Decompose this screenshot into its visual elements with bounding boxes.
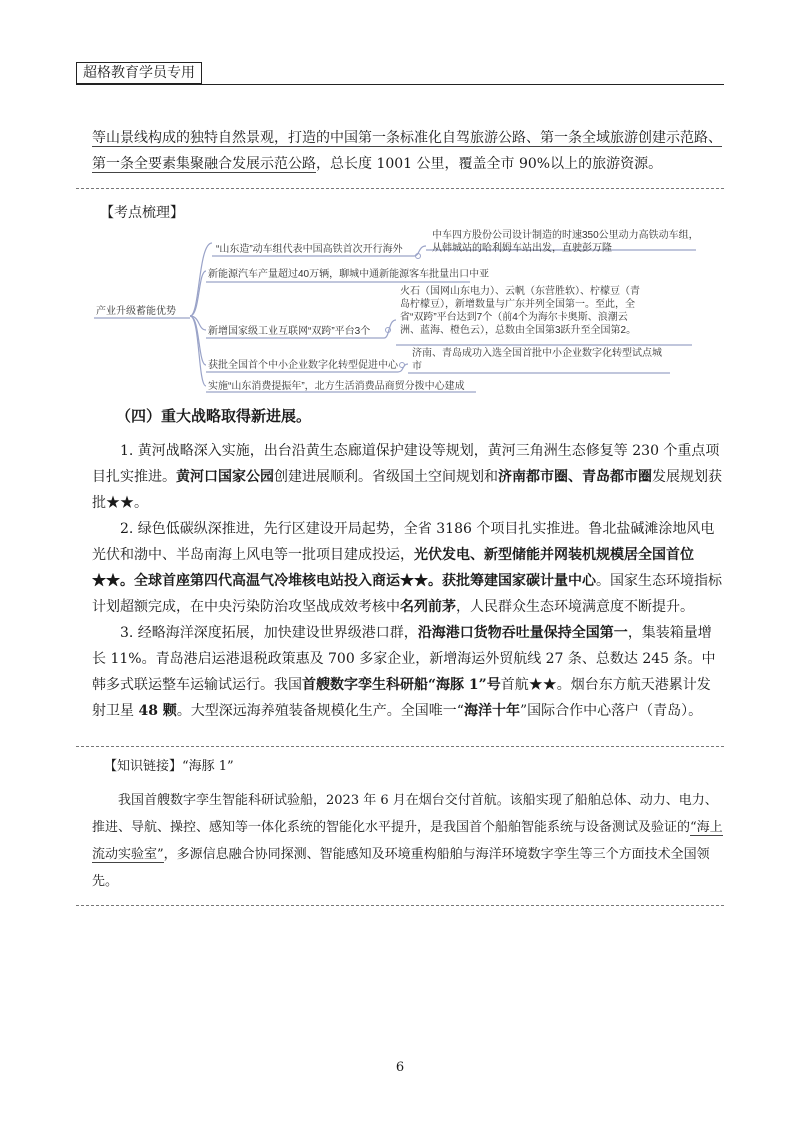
paragraph-2: 2. 绿色低碳纵深推进，先行区建设开局起势，全省 3186 个项目扎实推进。鲁北盐碱滩涂地风电光伏和渤中、半岛南海上风电等一批项目建成投运，光伏发电、新型储能并网装机规模居全国首位★★。全球首座第四代高温气冷堆核电站投入商运★★。获批筹建国家碳计量中心。国家生态环境指标计划超额完成，在中央污染防治攻坚战成效考核中名列前茅，人民群众生态环境满意度不断提升。 (92, 521, 722, 615)
paragraph-1: 1. 黄河战略深入实施，出台沿黄生态廊道保护建设等规划，黄河三角洲生态修复等 230 个重点项目扎实推进。黄河口国家公园创建进展顺利。省级国土空间规划和济南都市圈、青岛都市圈发展规划获批★★。 (92, 443, 722, 511)
mm-b1-detail-1: 中车四方股份公司设计制造的时速350公里动力高铁动车组， (432, 230, 699, 241)
dashed-divider (76, 905, 724, 906)
intro-underlined: 等山景线构成的独特自然景观，打造的中国第一条标准化自驾旅游公路、第一条全域旅游创建示范路、第一条全要素集聚融合发展示范公路 (92, 130, 722, 172)
mm-branch-2: 新能源汽车产量超过40万辆，聊城中通新能源客车批量出口中亚 (208, 269, 490, 280)
section-heading: （四）重大战略取得新进展。 (116, 407, 312, 425)
mm-root: 产业升级蓄能优势 (96, 306, 176, 317)
mindmap (0, 0, 800, 400)
knowledge-body: 我国首艘数字孪生智能科研试验船，2023 年 6 月在烟台交付首航。该船实现了船舶总体、动力、电力、推进、导航、操控、感知等一体化系统的智能化水平提升，是我国首个船舶智能系统与设备测试及验证的“海上流动实验室”，多源信息融合协同探测、智能感知及环境重构船舶与海洋环境数字孪生等三个方面技术全国领先。 (92, 793, 723, 889)
mm-branch-3: 新增国家级工业互联网“双跨”平台3个 (208, 326, 371, 337)
mm-b3-detail-2: 岛柠檬豆），新增数量与广东并列全国第一。至此，全 (400, 299, 635, 310)
mm-b4-detail-1: 济南、青岛成功入选全国首批中小企业数字化转型试点城 (412, 348, 662, 359)
mm-link-5 (190, 316, 206, 386)
mm-branch-1: “山东造”动车组代表中国高铁首次开行海外 (216, 244, 403, 255)
mm-branch-4: 获批全国首个中小企业数字化转型促进中心 (208, 360, 398, 371)
header-tag: 超格教育学员专用 (76, 62, 202, 84)
knowledge-heading: 【知识链接】“海豚 1” (104, 759, 234, 774)
mm-b4-detail-2: 市 (412, 361, 422, 372)
intro-tail: ，总长度 1001 公里，覆盖全市 90%以上的旅游资源。 (316, 156, 663, 172)
section-label: 【考点梳理】 (100, 204, 184, 220)
paragraph-3: 3. 经略海洋深度拓展，加快建设世界级港口群，沿海港口货物吞吐量保持全国第一，集装箱量增长 11%。青岛港启运港退税政策惠及 700 多家企业，新增海运外贸航线 27 条、总数达 245 条。中韩多式联运整车运输试运行。我国首艘数字孪生科研船“海豚 1”号首航★★。烟台东方航天港累计发射卫星 48 颗。大型深远海养殖装备规模化生产。全国唯一“海洋十年”国际合作中心落户（青岛）。 (92, 625, 716, 719)
mm-b3-detail-4: 洲、蓝海、橙色云），总数由全国第3跃升至全国第2。 (400, 325, 637, 336)
mm-b1-detail-2: 从韩城站的哈利姆车站出发，直驶彭万隆 (432, 243, 612, 254)
mm-b3-detail-3: 省“双跨”平台达到7个（前4个为海尔卡奥斯、浪潮云 (400, 312, 628, 323)
dashed-divider (76, 746, 724, 747)
page-number: 6 (395, 1060, 405, 1075)
mm-b3-detail-1: 火石（国网山东电力）、云帆（东营胜软）、柠檬豆（青 (400, 286, 640, 297)
mm-branch-5: 实施“山东消费提振年”，北方生活消费品商贸分拨中心建成 (208, 381, 465, 392)
